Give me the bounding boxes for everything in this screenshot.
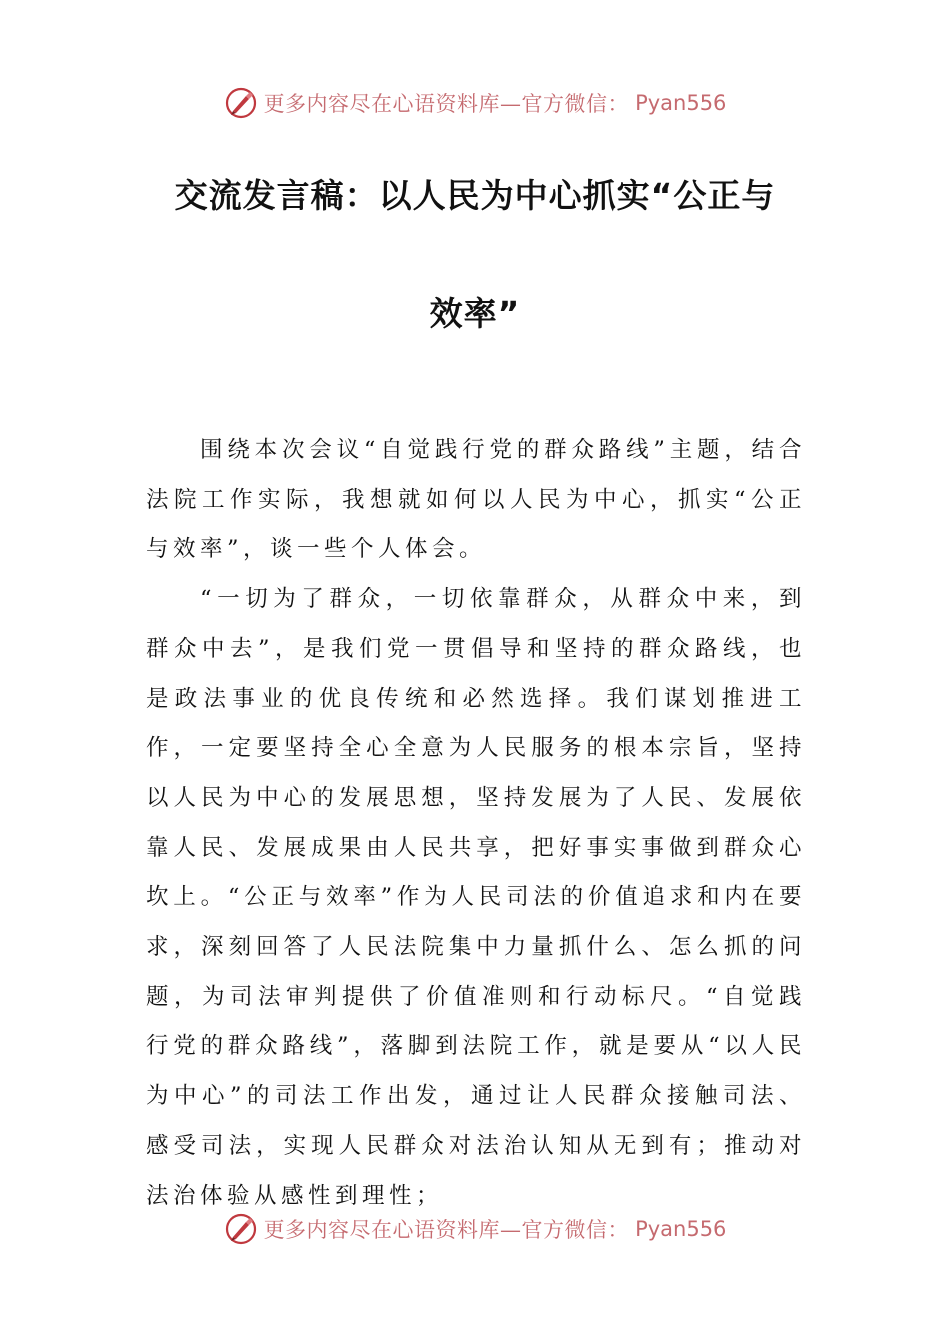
title-line-2: 效率” — [429, 294, 521, 333]
watermark-text: 更多内容尽在心语资料库—官方微信： — [263, 1218, 630, 1242]
watermark-header — [0, 86, 950, 120]
pen-logo-icon — [224, 86, 258, 120]
paragraph-1: 围绕本次会议“自觉践行党的群众路线”主题，结合法院工作实际，我想就如何以人民为中心，抓实“公正与效率”，谈一些个人体会。 — [146, 437, 806, 563]
title-line-1: 交流发言稿：以人民为中心抓实“公正与 — [174, 176, 776, 215]
document-title — [120, 168, 830, 342]
paragraph-2: “一切为了群众，一切依靠群众，从群众中来，到群众中去”，是我们党一贯倡导和坚持的群众路线，也是政法事业的优良传统和必然选择。我们谋划推进工作，一定要坚持全心全意为人民服务的根本宗旨，坚持以人民为中心的发展思想，坚持发展为了人民、发展依靠人民、发展成果由人民共享，把好事实事做到群众心坎上。“公正与效率”作为人民司法的价值追求和内在要求，深刻回答了人民法院集中力量抓什么、怎么抓的问题，为司法审判提供了价值准则和行动标尺。“自觉践行党的群众路线”，落脚到法院工作，就是要从“以人民为中心”的司法工作出发，通过让人民群众接触司法、感受司法，实现人民群众对法治认知从无到有；推动对法治体验从感性到理性； — [146, 586, 806, 1209]
document-body — [146, 426, 806, 1221]
pen-logo-icon — [224, 1212, 258, 1246]
watermark-wechat-id: Pyan556 — [635, 1217, 727, 1241]
watermark-text: 更多内容尽在心语资料库—官方微信： — [263, 92, 630, 116]
watermark-wechat-id: Pyan556 — [635, 91, 727, 115]
watermark-footer — [0, 1212, 950, 1246]
